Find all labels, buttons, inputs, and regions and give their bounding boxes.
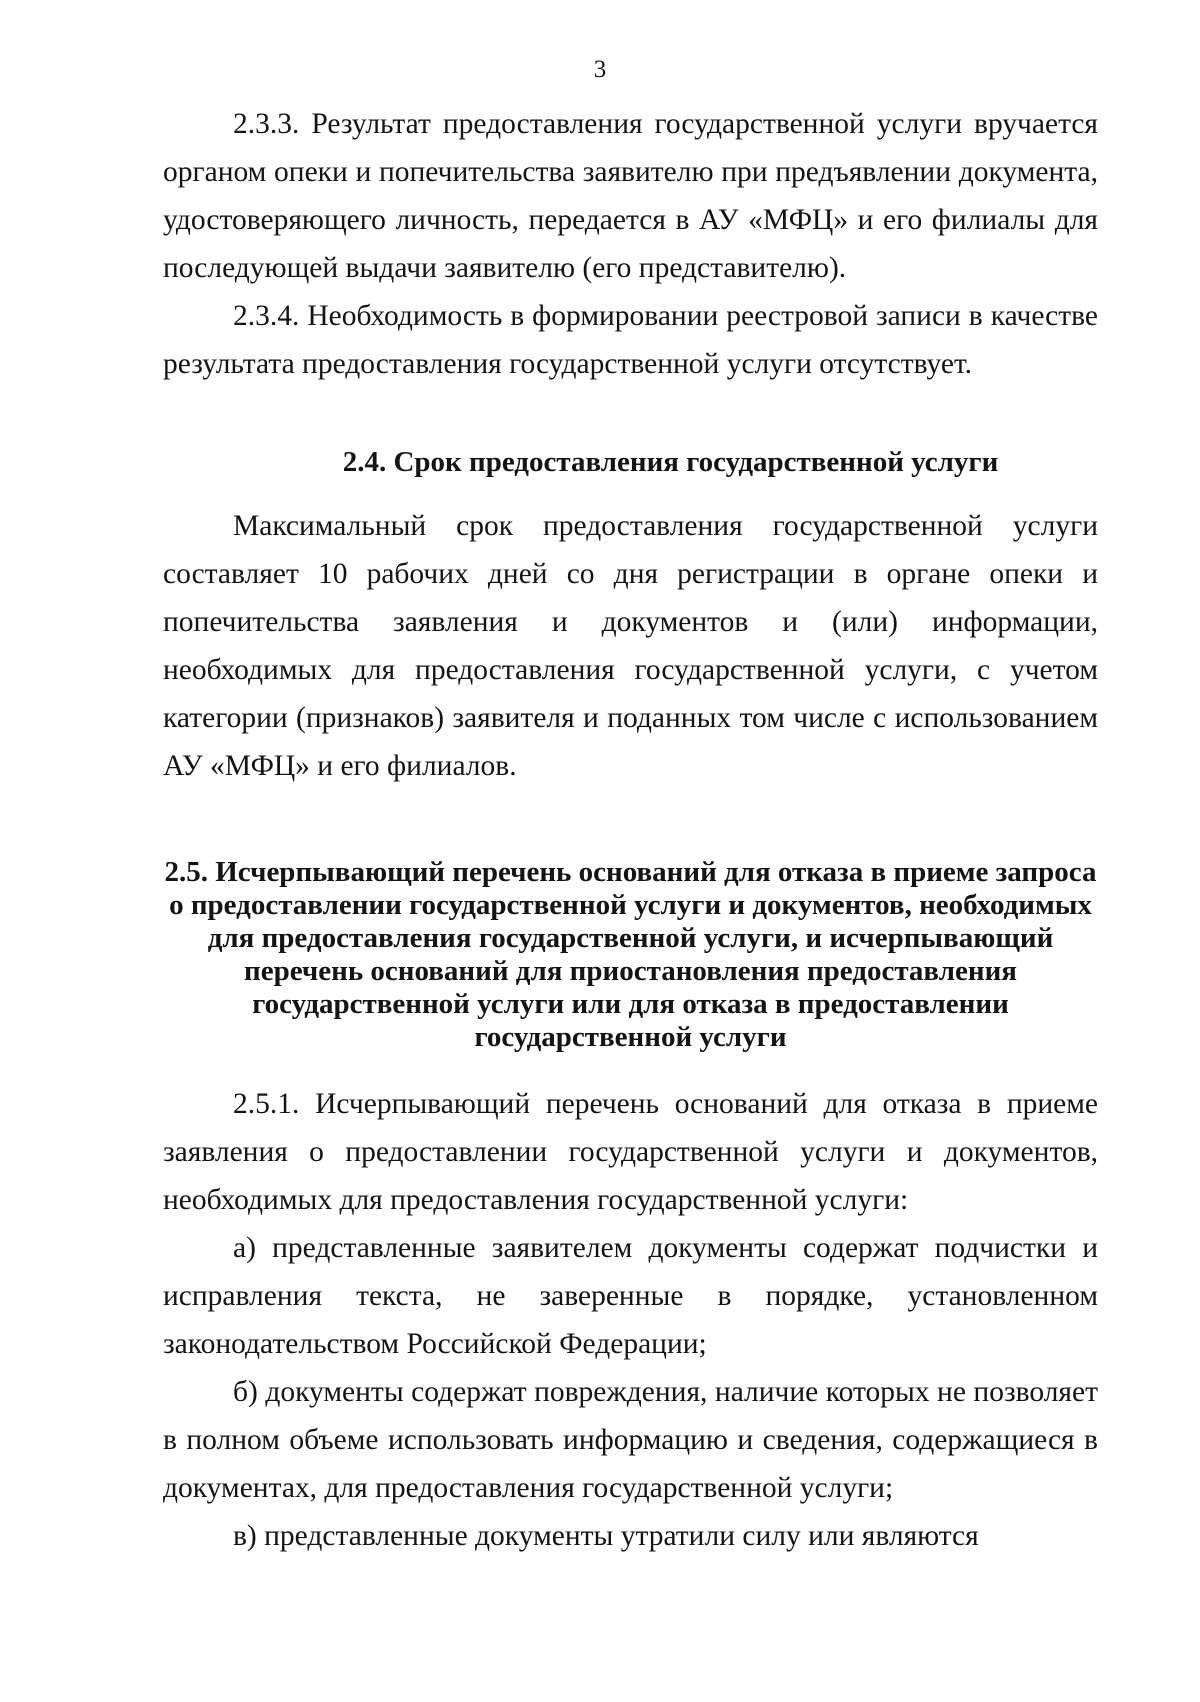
section-heading-2-5: 2.5. Исчерпывающий перечень оснований для отказа в приеме запроса о предоставлении государственной услуги и документов, необходимых для предоставления государственной услуги, и исчерпывающий перечень оснований для приостановления предоставления государственной услуги или для отказа в предоставлении государственной услуги: [164, 856, 1097, 1053]
list-item-v: в) представленные документы утратили силу или являются: [233, 1520, 979, 1552]
paragraph-2-3-4: 2.3.4. Необходимость в формировании реестровой записи в качестве результата предоставления государственной услуги отсутствует.: [163, 300, 1098, 380]
page-number: 3: [593, 56, 607, 83]
list-item-b: б) документы содержат повреждения, наличие которых не позволяет в полном объеме использовать информацию и сведения, содержащиеся в документах, для предоставления государственной услуги;: [163, 1376, 1098, 1504]
document-body: [163, 100, 1098, 1560]
list-item-a: а) представленные заявителем документы содержат подчистки и исправления текста, не заверенные в порядке, установленном законодательством Российской Федерации;: [163, 1232, 1098, 1360]
paragraph-2-3-3: 2.3.3. Результат предоставления государственной услуги вручается органом опеки и попечительства заявителю при предъявлении документа, удостоверяющего личность, передается в АУ «МФЦ» и его филиалы для последующей выдачи заявителю (его представителю).: [163, 108, 1098, 284]
paragraph-2-4-body: Максимальный срок предоставления государственной услуги составляет 10 рабочих дней со дня регистрации в органе опеки и попечительства заявления и документов и (или) информации, необходимых для предоставления государственной услуги, с учетом категории (признаков) заявителя и поданных том числе с использованием АУ «МФЦ» и его филиалов.: [163, 510, 1098, 782]
section-heading-2-4: 2.4. Срок предоставления государственной услуги: [342, 446, 999, 478]
paragraph-2-5-1: 2.5.1. Исчерпывающий перечень оснований для отказа в приеме заявления о предоставлении государственной услуги и документов, необходимых для предоставления государственной услуги:: [163, 1088, 1098, 1216]
